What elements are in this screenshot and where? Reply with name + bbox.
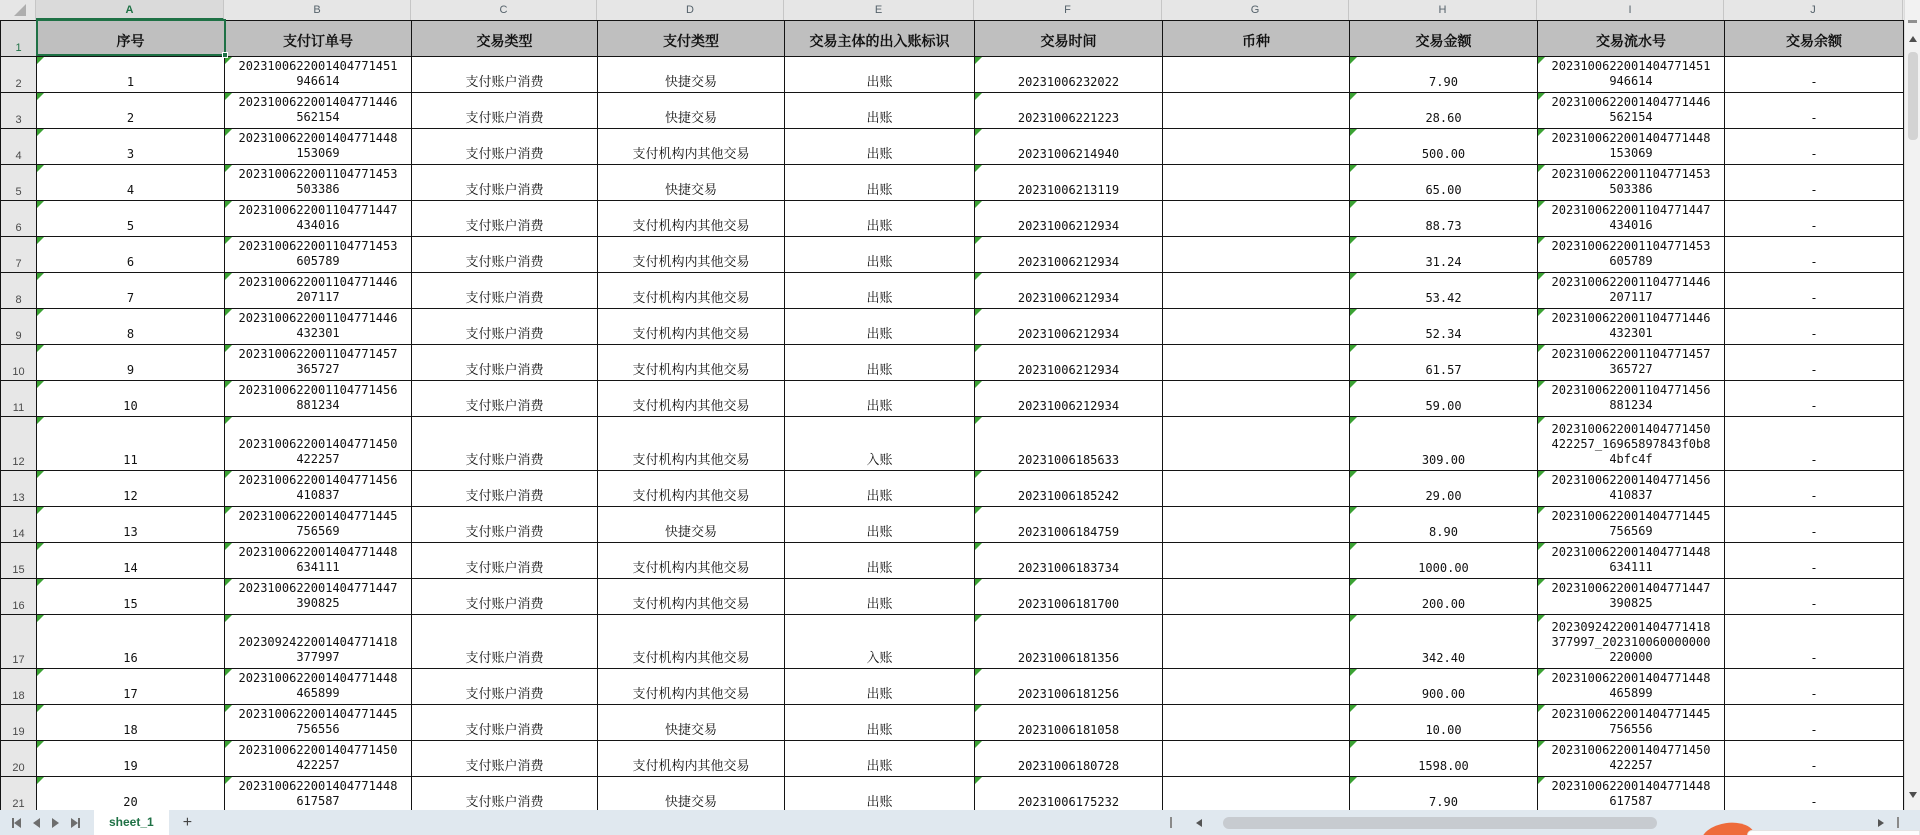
cell-I8[interactable]: 2023100622001104771446207117 [1538,273,1725,309]
cell-E2[interactable]: 出账 [785,57,975,93]
cell-F7[interactable]: 20231006212934 [975,237,1163,273]
column-letter-band [0,0,1904,20]
hscroll-right-icon[interactable] [1878,819,1884,827]
cell-B3[interactable]: 2023100622001404771446562154 [225,93,412,129]
cell-I17[interactable]: 2023092422001404771418377997_202310060000000220000 [1538,615,1725,669]
cell-F1[interactable]: 交易时间 [975,21,1163,57]
cell-I19[interactable]: 2023100622001404771445756556 [1538,705,1725,741]
cell-H14[interactable]: 8.90 [1350,507,1538,543]
cell-E3[interactable]: 出账 [785,93,975,129]
vertical-scrollbar[interactable] [1904,0,1920,810]
row-number-9[interactable]: 9 [1,309,37,345]
previous-sheet-icon[interactable] [33,817,40,829]
cell-G12[interactable] [1163,417,1350,471]
cell-G11[interactable] [1163,381,1350,417]
cell-F13[interactable]: 20231006185242 [975,471,1163,507]
cell-H17[interactable]: 342.40 [1350,615,1538,669]
sheet-body [1,21,1904,811]
cell-E1[interactable]: 交易主体的出入账标识 [785,21,975,57]
cell-G10[interactable] [1163,345,1350,381]
cell-B10[interactable]: 2023100622001104771457365727 [225,345,412,381]
cell-I1[interactable]: 交易流水号 [1538,21,1725,57]
cell-C2[interactable]: 支付账户消费 [412,57,598,93]
column-letter-H[interactable]: H [1349,0,1537,20]
cell-D21[interactable]: 快捷交易 [598,777,785,811]
column-letter-J[interactable]: J [1724,0,1903,20]
row-number-2[interactable]: 2 [1,57,37,93]
cell-G3[interactable] [1163,93,1350,129]
add-sheet-button[interactable]: + [182,814,193,831]
cell-J4[interactable]: - [1725,129,1904,165]
cell-B21[interactable]: 2023100622001404771448617587 [225,777,412,811]
hscroll-right-end-tick [1897,817,1899,828]
cell-I14[interactable]: 2023100622001404771445756569 [1538,507,1725,543]
cell-A21[interactable]: 20 [37,777,225,811]
cell-C14[interactable]: 支付账户消费 [412,507,598,543]
cell-I9[interactable]: 2023100622001104771446432301 [1538,309,1725,345]
row-number-10[interactable]: 10 [1,345,37,381]
cell-F18[interactable]: 20231006181256 [975,669,1163,705]
cell-J7[interactable]: - [1725,237,1904,273]
cell-F5[interactable]: 20231006213119 [975,165,1163,201]
cell-G18[interactable] [1163,669,1350,705]
cell-H12[interactable]: 309.00 [1350,417,1538,471]
cell-C9[interactable]: 支付账户消费 [412,309,598,345]
cell-B6[interactable]: 2023100622001104771447434016 [225,201,412,237]
row-number-8[interactable]: 8 [1,273,37,309]
cell-C5[interactable]: 支付账户消费 [412,165,598,201]
cell-B15[interactable]: 2023100622001404771448634111 [225,543,412,579]
cell-F2[interactable]: 20231006232022 [975,57,1163,93]
cell-D17[interactable]: 支付机构内其他交易 [598,615,785,669]
cell-G6[interactable] [1163,201,1350,237]
cell-E15[interactable]: 出账 [785,543,975,579]
cell-I6[interactable]: 2023100622001104771447434016 [1538,201,1725,237]
cell-B9[interactable]: 2023100622001104771446432301 [225,309,412,345]
cell-G2[interactable] [1163,57,1350,93]
cell-E13[interactable]: 出账 [785,471,975,507]
cell-H15[interactable]: 1000.00 [1350,543,1538,579]
cell-J15[interactable]: - [1725,543,1904,579]
cell-G14[interactable] [1163,507,1350,543]
cell-I3[interactable]: 2023100622001404771446562154 [1538,93,1725,129]
cell-J21[interactable]: - [1725,777,1904,811]
cell-B18[interactable]: 2023100622001404771448465899 [225,669,412,705]
cell-D20[interactable]: 支付机构内其他交易 [598,741,785,777]
vertical-scroll-thumb[interactable] [1908,52,1918,140]
cell-D4[interactable]: 支付机构内其他交易 [598,129,785,165]
cell-C10[interactable]: 支付账户消费 [412,345,598,381]
row-number-20[interactable]: 20 [1,741,37,777]
cell-B8[interactable]: 2023100622001104771446207117 [225,273,412,309]
cell-A12[interactable]: 11 [37,417,225,471]
cell-A3[interactable]: 2 [37,93,225,129]
cell-E11[interactable]: 出账 [785,381,975,417]
scroll-down-icon[interactable] [1909,792,1917,798]
cell-G5[interactable] [1163,165,1350,201]
cell-C7[interactable]: 支付账户消费 [412,237,598,273]
hscroll-left-icon[interactable] [1196,819,1202,827]
cell-D10[interactable]: 支付机构内其他交易 [598,345,785,381]
row-number-5[interactable]: 5 [1,165,37,201]
cell-E17[interactable]: 入账 [785,615,975,669]
cell-B5[interactable]: 2023100622001104771453503386 [225,165,412,201]
cell-C6[interactable]: 支付账户消费 [412,201,598,237]
cell-B1[interactable]: 支付订单号 [225,21,412,57]
horizontal-scroll-thumb[interactable] [1223,817,1657,829]
cell-J1[interactable]: 交易余额 [1725,21,1904,57]
cell-I4[interactable]: 2023100622001404771448153069 [1538,129,1725,165]
cell-F10[interactable]: 20231006212934 [975,345,1163,381]
cell-D5[interactable]: 快捷交易 [598,165,785,201]
cell-E5[interactable]: 出账 [785,165,975,201]
cell-G21[interactable] [1163,777,1350,811]
cell-J10[interactable]: - [1725,345,1904,381]
cell-F3[interactable]: 20231006221223 [975,93,1163,129]
cell-D15[interactable]: 支付机构内其他交易 [598,543,785,579]
cell-H10[interactable]: 61.57 [1350,345,1538,381]
cell-G16[interactable] [1163,579,1350,615]
cell-I21[interactable]: 2023100622001404771448617587 [1538,777,1725,811]
row-number-13[interactable]: 13 [1,471,37,507]
row-number-1[interactable]: 1 [1,21,37,57]
cell-B19[interactable]: 2023100622001404771445756556 [225,705,412,741]
row-number-6[interactable]: 6 [1,201,37,237]
sheet-table [0,20,1904,810]
scroll-up-icon[interactable] [1909,36,1917,42]
cell-D12[interactable]: 支付机构内其他交易 [598,417,785,471]
cell-J3[interactable]: - [1725,93,1904,129]
cell-J9[interactable]: - [1725,309,1904,345]
cell-B14[interactable]: 2023100622001404771445756569 [225,507,412,543]
cell-H11[interactable]: 59.00 [1350,381,1538,417]
cell-A10[interactable]: 9 [37,345,225,381]
cell-H4[interactable]: 500.00 [1350,129,1538,165]
cell-F14[interactable]: 20231006184759 [975,507,1163,543]
cell-F21[interactable]: 20231006175232 [975,777,1163,811]
cell-G19[interactable] [1163,705,1350,741]
cell-J5[interactable]: - [1725,165,1904,201]
row-number-19[interactable]: 19 [1,705,37,741]
cell-C16[interactable]: 支付账户消费 [412,579,598,615]
row-number-21[interactable]: 21 [1,777,37,811]
cell-D14[interactable]: 快捷交易 [598,507,785,543]
cell-E8[interactable]: 出账 [785,273,975,309]
cell-J18[interactable]: - [1725,669,1904,705]
cell-J8[interactable]: - [1725,273,1904,309]
cell-J6[interactable]: - [1725,201,1904,237]
cell-D3[interactable]: 快捷交易 [598,93,785,129]
cell-G9[interactable] [1163,309,1350,345]
cell-B20[interactable]: 2023100622001404771450422257 [225,741,412,777]
cell-B17[interactable]: 2023092422001404771418377997 [225,615,412,669]
cell-A18[interactable]: 17 [37,669,225,705]
cell-H20[interactable]: 1598.00 [1350,741,1538,777]
cell-G1[interactable]: 币种 [1163,21,1350,57]
row-number-4[interactable]: 4 [1,129,37,165]
cell-H9[interactable]: 52.34 [1350,309,1538,345]
cell-D9[interactable]: 支付机构内其他交易 [598,309,785,345]
row-number-18[interactable]: 18 [1,669,37,705]
cell-A11[interactable]: 10 [37,381,225,417]
cell-F19[interactable]: 20231006181058 [975,705,1163,741]
column-letter-E[interactable]: E [784,0,974,20]
column-letter-B[interactable]: B [224,0,411,20]
next-sheet-icon[interactable] [52,817,59,829]
row-number-12[interactable]: 12 [1,417,37,471]
cell-F8[interactable]: 20231006212934 [975,273,1163,309]
cell-J11[interactable]: - [1725,381,1904,417]
cell-F20[interactable]: 20231006180728 [975,741,1163,777]
row-number-17[interactable]: 17 [1,615,37,669]
cell-G13[interactable] [1163,471,1350,507]
cell-H3[interactable]: 28.60 [1350,93,1538,129]
cell-C1[interactable]: 交易类型 [412,21,598,57]
cell-E18[interactable]: 出账 [785,669,975,705]
cell-E16[interactable]: 出账 [785,579,975,615]
popup-card-edge [1747,830,1920,835]
cell-A1[interactable]: 序号 [37,21,225,57]
cell-I7[interactable]: 2023100622001104771453605789 [1538,237,1725,273]
cell-F12[interactable]: 20231006185633 [975,417,1163,471]
cell-J13[interactable]: - [1725,471,1904,507]
cell-B13[interactable]: 2023100622001404771456410837 [225,471,412,507]
cell-I2[interactable]: 2023100622001404771451946614 [1538,57,1725,93]
cell-C15[interactable]: 支付账户消费 [412,543,598,579]
row-number-7[interactable]: 7 [1,237,37,273]
cell-C12[interactable]: 支付账户消费 [412,417,598,471]
column-letter-C[interactable]: C [411,0,597,20]
select-all-corner[interactable] [0,0,36,20]
cell-C3[interactable]: 支付账户消费 [412,93,598,129]
cell-E10[interactable]: 出账 [785,345,975,381]
cell-E14[interactable]: 出账 [785,507,975,543]
cell-A14[interactable]: 13 [37,507,225,543]
cell-E20[interactable]: 出账 [785,741,975,777]
cell-I13[interactable]: 2023100622001404771456410837 [1538,471,1725,507]
cell-D1[interactable]: 支付类型 [598,21,785,57]
cell-C4[interactable]: 支付账户消费 [412,129,598,165]
last-sheet-icon[interactable] [71,817,80,829]
cell-B2[interactable]: 2023100622001404771451946614 [225,57,412,93]
column-letter-F[interactable]: F [974,0,1162,20]
cell-A16[interactable]: 15 [37,579,225,615]
row-number-16[interactable]: 16 [1,579,37,615]
cell-C19[interactable]: 支付账户消费 [412,705,598,741]
cell-H16[interactable]: 200.00 [1350,579,1538,615]
cell-A6[interactable]: 5 [37,201,225,237]
cell-H2[interactable]: 7.90 [1350,57,1538,93]
cell-I16[interactable]: 2023100622001404771447390825 [1538,579,1725,615]
cell-C8[interactable]: 支付账户消费 [412,273,598,309]
cell-D19[interactable]: 快捷交易 [598,705,785,741]
cell-H8[interactable]: 53.42 [1350,273,1538,309]
cell-A20[interactable]: 19 [37,741,225,777]
cell-G7[interactable] [1163,237,1350,273]
cell-C11[interactable]: 支付账户消费 [412,381,598,417]
cell-D2[interactable]: 快捷交易 [598,57,785,93]
cell-A19[interactable]: 18 [37,705,225,741]
cell-J2[interactable]: - [1725,57,1904,93]
cell-I11[interactable]: 2023100622001104771456881234 [1538,381,1725,417]
cell-J16[interactable]: - [1725,579,1904,615]
cell-H18[interactable]: 900.00 [1350,669,1538,705]
cell-G17[interactable] [1163,615,1350,669]
cell-A17[interactable]: 16 [37,615,225,669]
cell-F6[interactable]: 20231006212934 [975,201,1163,237]
cell-D13[interactable]: 支付机构内其他交易 [598,471,785,507]
cell-J17[interactable]: - [1725,615,1904,669]
cell-I20[interactable]: 2023100622001404771450422257 [1538,741,1725,777]
cell-D11[interactable]: 支付机构内其他交易 [598,381,785,417]
hscroll-left-end-tick [1170,817,1172,828]
cell-I18[interactable]: 2023100622001404771448465899 [1538,669,1725,705]
cell-A15[interactable]: 14 [37,543,225,579]
cell-E12[interactable]: 入账 [785,417,975,471]
cell-E9[interactable]: 出账 [785,309,975,345]
cell-G20[interactable] [1163,741,1350,777]
cell-B11[interactable]: 2023100622001104771456881234 [225,381,412,417]
column-letter-G[interactable]: G [1162,0,1349,20]
sheet-tab-active[interactable]: sheet_1 [94,810,169,835]
cell-C21[interactable]: 支付账户消费 [412,777,598,811]
cell-F15[interactable]: 20231006183734 [975,543,1163,579]
cell-B16[interactable]: 2023100622001404771447390825 [225,579,412,615]
row-number-14[interactable]: 14 [1,507,37,543]
cell-A7[interactable]: 6 [37,237,225,273]
cell-J12[interactable]: - [1725,417,1904,471]
cell-I10[interactable]: 2023100622001104771457365727 [1538,345,1725,381]
cell-D18[interactable]: 支付机构内其他交易 [598,669,785,705]
cell-C20[interactable]: 支付账户消费 [412,741,598,777]
cell-F16[interactable]: 20231006181700 [975,579,1163,615]
cell-H7[interactable]: 31.24 [1350,237,1538,273]
cell-A8[interactable]: 7 [37,273,225,309]
cell-E4[interactable]: 出账 [785,129,975,165]
cell-C17[interactable]: 支付账户消费 [412,615,598,669]
cell-B7[interactable]: 2023100622001104771453605789 [225,237,412,273]
cell-J14[interactable]: - [1725,507,1904,543]
cell-A4[interactable]: 3 [37,129,225,165]
cell-F9[interactable]: 20231006212934 [975,309,1163,345]
cell-H13[interactable]: 29.00 [1350,471,1538,507]
cell-B4[interactable]: 2023100622001404771448153069 [225,129,412,165]
cell-F11[interactable]: 20231006212934 [975,381,1163,417]
row-number-11[interactable]: 11 [1,381,37,417]
cell-A5[interactable]: 4 [37,165,225,201]
cell-H21[interactable]: 7.90 [1350,777,1538,811]
cell-E21[interactable]: 出账 [785,777,975,811]
column-letter-A[interactable]: A [36,0,224,20]
cell-I12[interactable]: 2023100622001404771450422257_16965897843f0b84bfc4f [1538,417,1725,471]
cell-G8[interactable] [1163,273,1350,309]
column-letter-D[interactable]: D [597,0,784,20]
split-handle-icon[interactable] [1908,20,1917,23]
cell-D8[interactable]: 支付机构内其他交易 [598,273,785,309]
cell-A13[interactable]: 12 [37,471,225,507]
cell-E6[interactable]: 出账 [785,201,975,237]
cell-J20[interactable]: - [1725,741,1904,777]
cell-A2[interactable]: 1 [37,57,225,93]
cell-F4[interactable]: 20231006214940 [975,129,1163,165]
cell-I15[interactable]: 2023100622001404771448634111 [1538,543,1725,579]
first-sheet-icon[interactable] [12,817,21,829]
cell-G4[interactable] [1163,129,1350,165]
cell-F17[interactable]: 20231006181356 [975,615,1163,669]
cell-H19[interactable]: 10.00 [1350,705,1538,741]
cell-D6[interactable]: 支付机构内其他交易 [598,201,785,237]
cell-C13[interactable]: 支付账户消费 [412,471,598,507]
cell-B12[interactable]: 2023100622001404771450422257 [225,417,412,471]
cell-E19[interactable]: 出账 [785,705,975,741]
cell-A9[interactable]: 8 [37,309,225,345]
cell-H6[interactable]: 88.73 [1350,201,1538,237]
row-number-15[interactable]: 15 [1,543,37,579]
cell-D7[interactable]: 支付机构内其他交易 [598,237,785,273]
cell-E7[interactable]: 出账 [785,237,975,273]
cell-I5[interactable]: 2023100622001104771453503386 [1538,165,1725,201]
cell-G15[interactable] [1163,543,1350,579]
sheet-nav-group [12,817,80,829]
row-number-3[interactable]: 3 [1,93,37,129]
column-letter-I[interactable]: I [1537,0,1724,20]
cell-H1[interactable]: 交易金额 [1350,21,1538,57]
cell-J19[interactable]: - [1725,705,1904,741]
cell-H5[interactable]: 65.00 [1350,165,1538,201]
cell-D16[interactable]: 支付机构内其他交易 [598,579,785,615]
cell-C18[interactable]: 支付账户消费 [412,669,598,705]
